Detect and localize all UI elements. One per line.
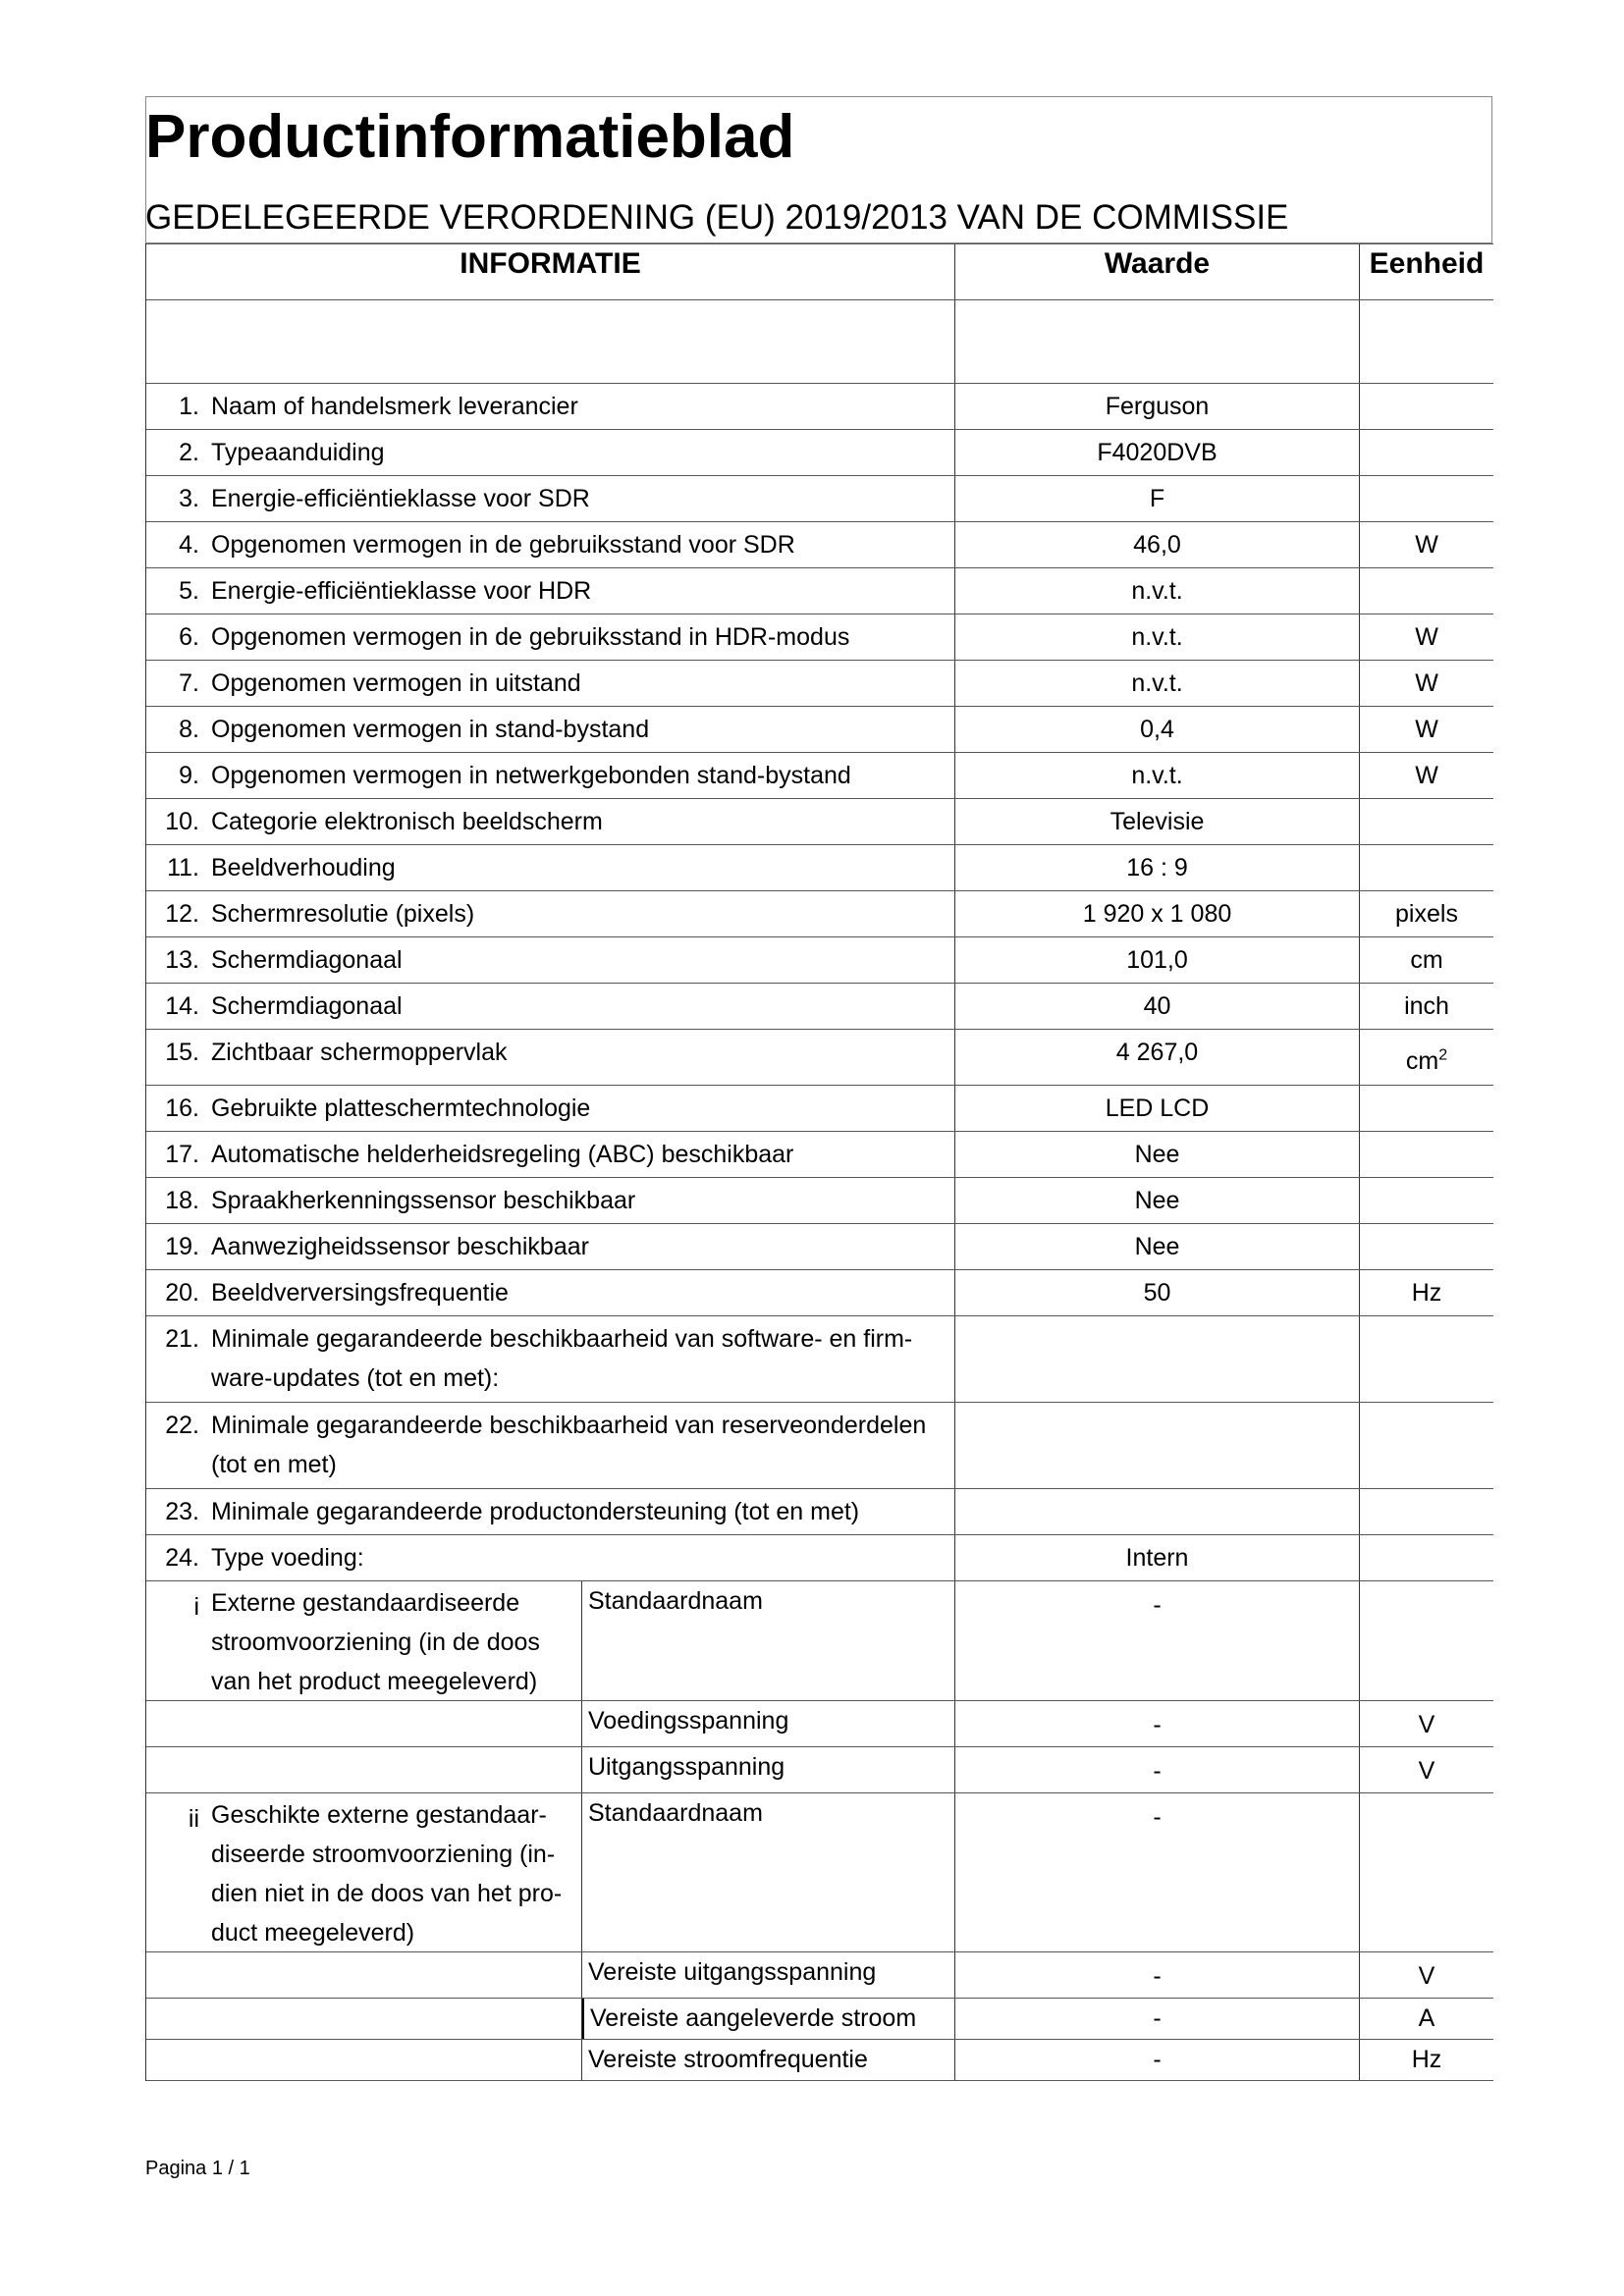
table-row: [146, 1224, 1493, 1270]
row-label: [199, 1406, 954, 1488]
psu-ii-standard-row: [146, 1793, 1493, 1952]
row-info: [146, 937, 955, 983]
psu-i-voltage-out-row: [146, 1747, 1493, 1793]
row-label: Naam of handelsmerk leverancier: [211, 393, 578, 420]
row-info: [146, 707, 955, 752]
table-row: [146, 984, 1493, 1030]
row-info: [146, 1178, 955, 1223]
row-info: [146, 753, 955, 798]
row-label-line2: ware-updates (tot en met):: [211, 1364, 500, 1392]
row-value: F: [955, 476, 1360, 521]
row-unit: [1360, 661, 1493, 706]
row-value: 16 : 9: [955, 845, 1360, 890]
psu-ii-number: ii: [188, 1805, 199, 1833]
row-unit-text: W: [1415, 531, 1438, 559]
row-label-line2: (tot en met): [211, 1451, 337, 1478]
row-value: Ferguson: [955, 384, 1360, 429]
row-info: [146, 1224, 955, 1269]
psu-i-item-name: Standaardnaam: [582, 1581, 955, 1700]
row-unit: [1360, 1178, 1493, 1223]
psu-ii-frequency-row: [146, 2040, 1493, 2081]
table-row: [146, 1270, 1493, 1316]
row-unit: [1360, 1403, 1493, 1488]
row-unit: [1360, 568, 1493, 614]
psu-ii-label-line1: Geschikte externe gestandaar-: [211, 1801, 547, 1829]
row-number: 20.: [165, 1279, 199, 1307]
psu-i-number: i: [193, 1593, 199, 1621]
psu-i-item-value: -: [955, 1581, 1360, 1700]
row-label: Energie-efficiëntieklasse voor SDR: [211, 485, 590, 512]
psu-i-item-unit: [1360, 1581, 1493, 1700]
psu-i-item-unit: V: [1418, 1757, 1435, 1785]
psu-ii-item-name: Vereiste stroomfrequentie: [582, 2040, 955, 2080]
table-row: [146, 661, 1493, 707]
row-unit-superscript: 2: [1438, 1046, 1448, 1064]
psu-ii-item-value: -: [955, 1793, 1360, 1951]
row-value: n.v.t.: [955, 614, 1360, 660]
row-label: Opgenomen vermogen in de gebruiksstand in HDR-modus: [211, 623, 850, 651]
row-number: 3.: [179, 485, 199, 512]
psu-ii-item-unit: Hz: [1411, 2046, 1442, 2073]
row-label: Categorie elektronisch beeldscherm: [211, 808, 603, 835]
row-info: [146, 1030, 955, 1085]
row-info: [146, 522, 955, 567]
row-number: 11.: [167, 854, 199, 881]
column-header-info: INFORMATIE: [146, 244, 955, 299]
row-unit: [1360, 1270, 1493, 1315]
row-value: n.v.t.: [955, 753, 1360, 798]
row-value: Televisie: [955, 799, 1360, 844]
row-number: 23.: [165, 1498, 199, 1525]
row-value: LED LCD: [955, 1086, 1360, 1131]
table-row: [146, 937, 1493, 984]
column-header-value: Waarde: [955, 244, 1360, 299]
table-row: [146, 614, 1493, 661]
row-number: 6.: [179, 623, 199, 651]
psu-ii-item-unit: V: [1418, 1962, 1435, 1990]
row-number: 15.: [165, 1039, 199, 1066]
row-info: [146, 430, 955, 475]
row-number: 12.: [165, 900, 199, 928]
psu-i-description: [146, 1581, 582, 1700]
row-value: F4020DVB: [955, 430, 1360, 475]
row-number: 24.: [165, 1544, 199, 1572]
row-unit: [1360, 753, 1493, 798]
psu-ii-label-line4: duct meegeleverd): [211, 1919, 415, 1947]
row-info: [146, 476, 955, 521]
row-unit-text: cm: [1410, 946, 1443, 974]
row-label: Type voeding:: [211, 1544, 364, 1572]
row-value: 50: [955, 1270, 1360, 1315]
row-value: Nee: [955, 1178, 1360, 1223]
row-info: [146, 1270, 955, 1315]
row-value: [955, 1489, 1360, 1534]
row-unit-text: W: [1415, 762, 1438, 789]
psu-i-item-name: Uitgangsspanning: [582, 1747, 955, 1792]
row-info: [146, 1132, 955, 1177]
row-label: Zichtbaar schermoppervlak: [211, 1039, 508, 1066]
row-unit: [1360, 891, 1493, 936]
psu-ii-item-value: -: [955, 1999, 1360, 2039]
table-row: [146, 845, 1493, 891]
row-unit: [1360, 707, 1493, 752]
row-label: Gebruikte platteschermtechnologie: [211, 1095, 591, 1122]
row-info: [146, 614, 955, 660]
table-header-row: [146, 243, 1493, 300]
row-number: 7.: [179, 669, 199, 697]
row-info: [146, 984, 955, 1029]
row-unit: [1360, 1535, 1493, 1580]
psu-ii-output-voltage-row: [146, 1952, 1493, 1999]
row-label: Minimale gegarandeerde productondersteuning (tot en met): [211, 1498, 860, 1525]
psu-ii-item-name: Vereiste aangeleverde stroom: [582, 1999, 955, 2039]
psu-i-label-line1: Externe gestandaardiseerde: [211, 1589, 520, 1617]
psu-i-item-name: Voedingsspanning: [582, 1701, 955, 1746]
psu-i-voltage-in-row: [146, 1701, 1493, 1747]
table-row: [146, 1489, 1493, 1535]
row-unit: [1360, 384, 1493, 429]
row-label: [199, 1319, 954, 1402]
row-number: 2.: [179, 439, 199, 466]
row-label: Schermresolutie (pixels): [211, 900, 475, 928]
info-table: [145, 243, 1493, 2081]
psu-ii-description: [146, 1793, 582, 1951]
row-unit: [1360, 845, 1493, 890]
row-unit: [1360, 1086, 1493, 1131]
row-unit-text: W: [1415, 623, 1438, 651]
row-value: 101,0: [955, 937, 1360, 983]
row-value: 46,0: [955, 522, 1360, 567]
row-info: [146, 1403, 955, 1488]
psu-i-standard-row: [146, 1581, 1493, 1701]
row-number: 10.: [165, 808, 199, 835]
psu-ii-item-name: Vereiste uitgangsspanning: [582, 1952, 955, 1998]
row-value: 4 267,0: [955, 1030, 1360, 1085]
row-unit: [1360, 1030, 1493, 1085]
row-label: Beeldverhouding: [211, 854, 396, 881]
row-label: Aanwezigheidssensor beschikbaar: [211, 1233, 589, 1260]
row-label: Energie-efficiëntieklasse voor HDR: [211, 577, 592, 605]
row-label: Opgenomen vermogen in netwerkgebonden stand-bystand: [211, 762, 851, 789]
row-label: Opgenomen vermogen in stand-bystand: [211, 716, 650, 743]
row-label: Opgenomen vermogen in uitstand: [211, 669, 581, 697]
table-row: [146, 383, 1493, 430]
psu-i-label-line3: van het product meegeleverd): [211, 1668, 538, 1695]
row-value: Nee: [955, 1224, 1360, 1269]
row-label: Spraakherkenningssensor beschikbaar: [211, 1187, 636, 1214]
page-subtitle: GEDELEGEERDE VERORDENING (EU) 2019/2013 VAN DE COMMISSIE: [145, 198, 1289, 237]
table-row: [146, 1030, 1493, 1086]
table-row: [146, 1132, 1493, 1178]
row-number: 19.: [165, 1233, 199, 1260]
row-number: 14.: [165, 992, 199, 1020]
row-label: Typeaanduiding: [211, 439, 385, 466]
row-unit: [1360, 984, 1493, 1029]
psu-ii-current-row: [146, 1999, 1493, 2040]
row-unit: [1360, 1489, 1493, 1534]
table-row: [146, 1086, 1493, 1132]
row-info: [146, 845, 955, 890]
row-unit-text: pixels: [1395, 900, 1458, 928]
row-unit: [1360, 1316, 1493, 1402]
page-title: Productinformatieblad: [145, 103, 795, 171]
row-unit: [1360, 937, 1493, 983]
row-info: [146, 384, 955, 429]
psu-ii-label-line2: diseerde stroomvoorziening (in-: [211, 1841, 556, 1868]
row-info: [146, 1489, 955, 1534]
row-number: 8.: [179, 716, 199, 743]
table-row: [146, 1403, 1493, 1489]
psu-ii-item-unit: A: [1418, 2004, 1435, 2032]
table-row: [146, 753, 1493, 799]
table-row: [146, 1178, 1493, 1224]
row-number: 1.: [179, 393, 199, 420]
row-label: Schermdiagonaal: [211, 992, 403, 1020]
table-row: [146, 707, 1493, 753]
table-row: [146, 476, 1493, 522]
row-number: 4.: [179, 531, 199, 559]
row-number: 21.: [165, 1325, 199, 1353]
row-info: [146, 568, 955, 614]
row-info: [146, 661, 955, 706]
table-row: [146, 891, 1493, 937]
row-unit-text: W: [1415, 716, 1438, 743]
table-row: [146, 522, 1493, 568]
table-row: [146, 799, 1493, 845]
psu-ii-item-name: Standaardnaam: [582, 1793, 955, 1951]
psu-ii-label-line3: dien niet in de doos van het pro-: [211, 1880, 563, 1907]
table-row: [146, 568, 1493, 614]
row-info: [146, 799, 955, 844]
table-row: [146, 430, 1493, 476]
row-unit: [1360, 430, 1493, 475]
row-number: 22.: [165, 1412, 199, 1439]
psu-i-item-unit: V: [1418, 1711, 1435, 1738]
row-unit-text: cm: [1405, 1047, 1439, 1075]
psu-ii-item-value: -: [955, 2040, 1360, 2080]
row-number: 13.: [165, 946, 199, 974]
row-unit: [1360, 522, 1493, 567]
row-value: [955, 1403, 1360, 1488]
column-header-unit: Eenheid: [1369, 247, 1485, 280]
psu-i-label-line2: stroomvoorziening (in de doos: [211, 1629, 540, 1656]
row-label: Automatische helderheidsregeling (ABC) beschikbaar: [211, 1141, 794, 1168]
row-label: Schermdiagonaal: [211, 946, 403, 974]
row-info: [146, 1316, 955, 1402]
row-unit: [1360, 799, 1493, 844]
row-unit-text: Hz: [1411, 1279, 1442, 1307]
row-info: [146, 891, 955, 936]
psu-ii-item-unit: [1360, 1793, 1493, 1951]
row-unit-text: W: [1415, 669, 1438, 697]
row-value: n.v.t.: [955, 568, 1360, 614]
row-info: [146, 1535, 955, 1580]
row-value: Intern: [955, 1535, 1360, 1580]
row-label: Beeldverversingsfrequentie: [211, 1279, 509, 1307]
row-number: 17.: [165, 1141, 199, 1168]
row-number: 5.: [179, 577, 199, 605]
row-value: 1 920 x 1 080: [955, 891, 1360, 936]
row-label: Opgenomen vermogen in de gebruiksstand voor SDR: [211, 531, 795, 559]
table-row: [146, 1535, 1493, 1581]
row-value: 0,4: [955, 707, 1360, 752]
table-spacer-row: [146, 300, 1493, 383]
row-info: [146, 1086, 955, 1131]
page-footer: Pagina 1 / 1: [145, 2158, 250, 2179]
row-unit-text: inch: [1404, 992, 1449, 1020]
row-label-line1: Minimale gegarandeerde beschikbaarheid van reserveonderdelen: [211, 1412, 927, 1439]
row-number: 16.: [165, 1095, 199, 1122]
row-unit: [1360, 1132, 1493, 1177]
row-number: 9.: [179, 762, 199, 789]
row-unit: [1360, 614, 1493, 660]
row-value: Nee: [955, 1132, 1360, 1177]
psu-i-item-value: -: [955, 1747, 1360, 1792]
row-value: [955, 1316, 1360, 1402]
row-number: 18.: [165, 1187, 199, 1214]
psu-i-item-value: -: [955, 1701, 1360, 1746]
row-value: n.v.t.: [955, 661, 1360, 706]
psu-ii-item-value: -: [955, 1952, 1360, 1998]
table-row: [146, 1316, 1493, 1403]
row-label-line1: Minimale gegarandeerde beschikbaarheid van software- en firm-: [211, 1325, 913, 1353]
row-unit: [1360, 1224, 1493, 1269]
row-value: 40: [955, 984, 1360, 1029]
row-unit: [1360, 476, 1493, 521]
